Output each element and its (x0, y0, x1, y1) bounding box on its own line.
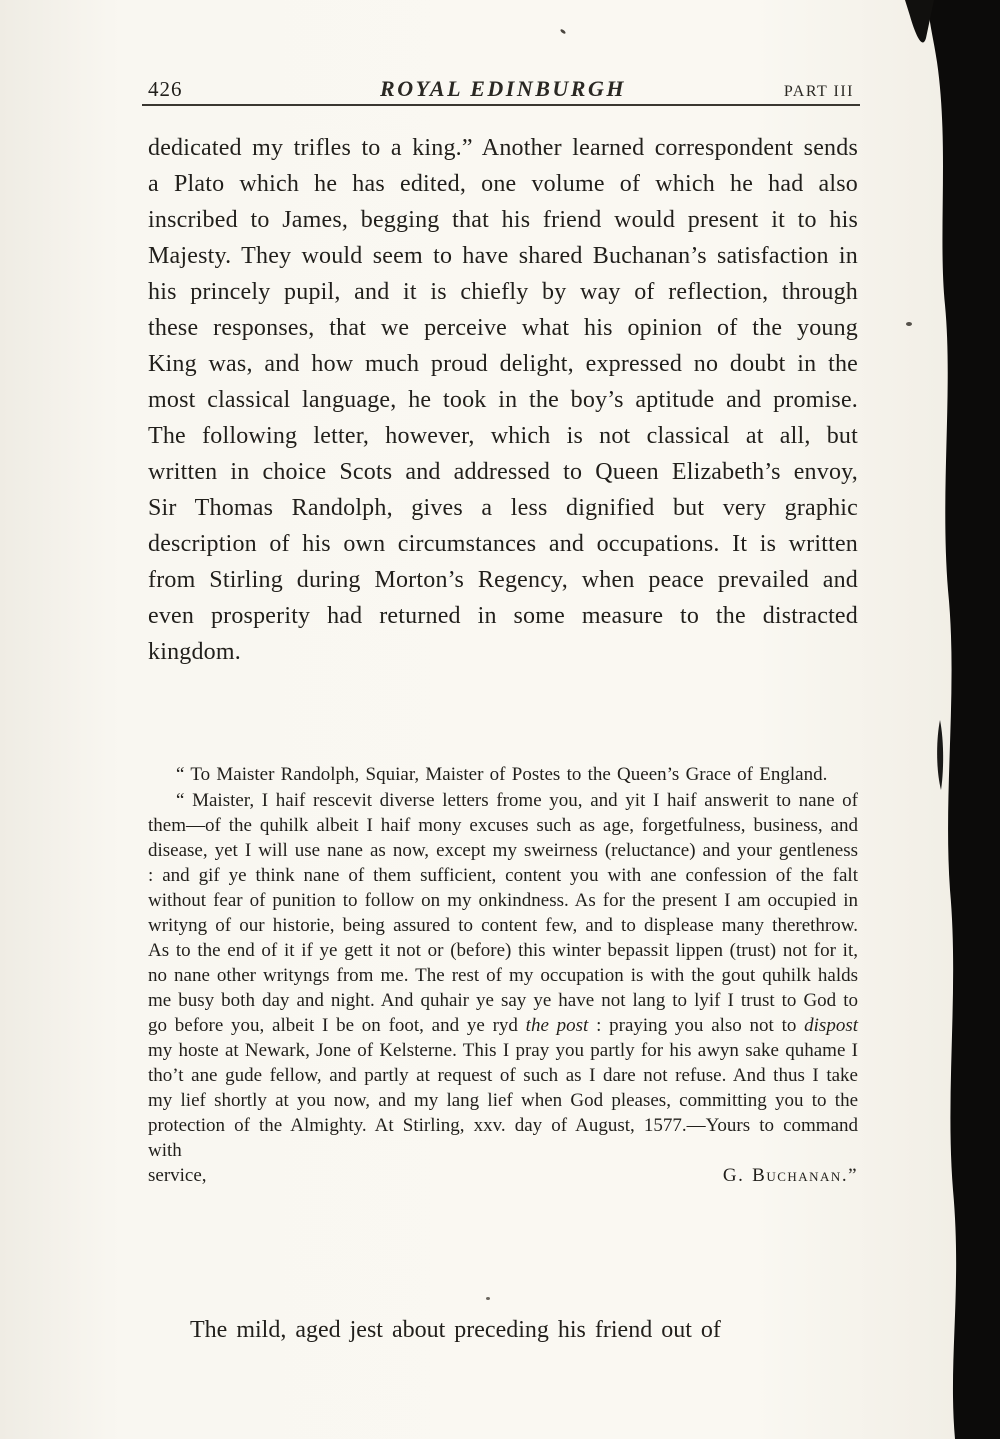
letter-block (148, 762, 858, 1188)
letter-body (148, 788, 858, 1163)
letter-text-segment-italic: the post (525, 1015, 589, 1036)
letter-text-segment: “ Maister, I haif rescevit diverse letters frome you, and yit I haif answerit to nane of them—of the quhilk albeit I haif mony excuses such as age, forgetfulness, business, and disease, yet I will use nane as now, except my sweirness (reluctance) and your gentleness : and gif ye think nane of them sufficient, content you with ane confession of the falt without fear of punition to follow on my onkindness. As for the present I am occupied in writyng of our historie, being assured to content few, and to displease many therethrow. As to the end of it if ye gett it not or (before) this winter bepassit lippen (trust) not for it, no nane other writyngs from me. The rest of my occupation is with the gout quhilk halds me busy both day and night. And quhair ye say ye have not lang to lyif I trust to God to go before you, albeit I be on foot, and ye ryd (148, 790, 858, 1036)
running-title: ROYAL EDINBURGH (380, 76, 626, 101)
ink-speck (906, 322, 912, 326)
main-paragraph: dedicated my trifles to a king.” Another learned correspondent sends a Plato which he has edited, one volume of which he had also inscribed to James, begging that his friend would present it to his Majesty. They would seem to have shared Buchanan’s satisfaction in his princely pupil, and it is chiefly by way of reflection, through these responses, that we perceive what his opinion of the young King was, and how much proud delight, expressed no doubt in the most classical language, he took in the boy’s aptitude and promise. The following letter, however, which is not classical at all, but written in choice Scots and addressed to Queen Elizabeth’s envoy, Sir Thomas Randolph, gives a less dignified but very graphic description of his own circumstances and occupations. It is written from Stirling during Morton’s Regency, when peace prevailed and even prosperity had returned in some measure to the distracted kingdom. (148, 135, 858, 665)
letter-closing-word: service, (148, 1165, 207, 1186)
scan-binding-shadow (900, 0, 1000, 1439)
letter-text-segment: : praying you also not to (588, 1015, 805, 1036)
letter-signature-line (148, 1163, 858, 1188)
closing-paragraph: The mild, aged jest about preceding his friend out of (190, 1317, 721, 1343)
ink-speck (486, 1297, 490, 1300)
letter-salutation: “ To Maister Randolph, Squiar, Maister of Postes to the Queen’s Grace of England. (176, 764, 828, 785)
page-header (148, 72, 858, 102)
letter-signature: G. Buchanan.” (722, 1165, 858, 1186)
header-rule (142, 104, 860, 106)
letter-text-segment: my hoste at Newark, Jone of Kelsterne. This I pray you partly for his awyn sake quhame I tho’t ane gude fellow, and partly at request of such as I dare not refuse. And thus I take my lief shortly at you now, and my lang lief when God pleases, committing you to the protection of the Almighty. At Stirling, xxv. day of August, 1577.—Yours to command with (148, 1040, 858, 1161)
part-label: PART III (783, 83, 854, 100)
page-number: 426 (148, 77, 183, 101)
letter-text-segment-italic: dispost (804, 1015, 858, 1036)
text-column (148, 0, 858, 1439)
